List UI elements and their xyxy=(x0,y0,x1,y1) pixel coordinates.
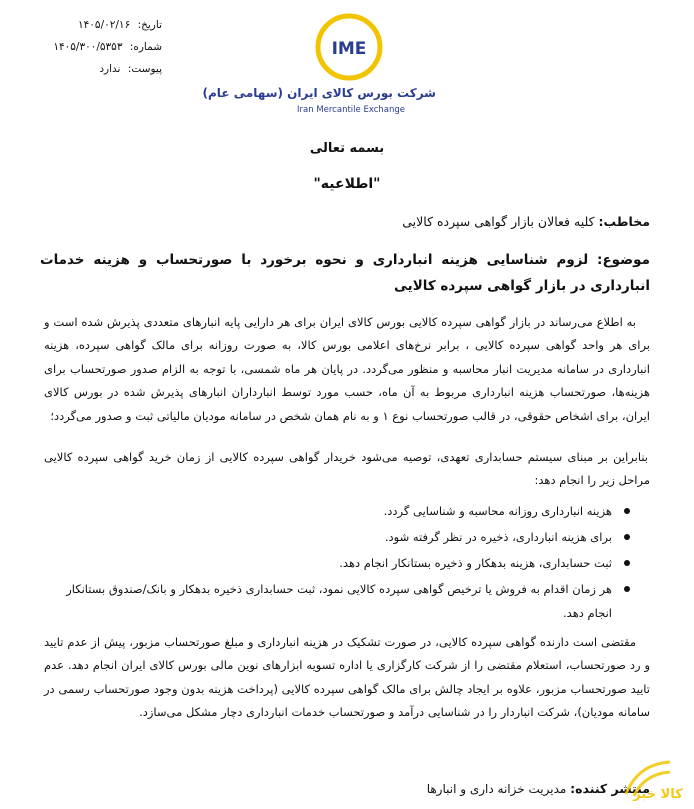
list-item xyxy=(44,499,634,523)
list-item xyxy=(44,577,634,625)
list-item xyxy=(44,525,634,549)
steps-list xyxy=(44,499,634,627)
company-logo xyxy=(202,6,436,120)
date-row xyxy=(70,14,162,36)
list-item xyxy=(44,551,634,575)
attachment-label: پیوست: xyxy=(127,63,162,75)
date-value: ۱۴۰۵/۰۲/۱۶ xyxy=(78,19,131,31)
subject-line xyxy=(40,247,650,299)
number-row xyxy=(53,36,162,58)
document-meta xyxy=(53,14,162,80)
number-label: شماره: xyxy=(129,41,162,53)
publisher-label: منتشر کننده: xyxy=(570,781,650,796)
attachment-row xyxy=(70,58,162,80)
subject-label: موضوع: xyxy=(597,252,650,268)
list-item-text: برای هزینه انبارداری، ذخیره در نظر گرفته شود. xyxy=(384,530,612,544)
ime-logo-icon xyxy=(314,12,384,82)
bullet-icon xyxy=(624,508,630,514)
list-item-text: ثبت حسابداری، هزینه بدهکار و ذخیره بستانکار انجام دهد. xyxy=(339,556,612,570)
body-paragraph-1: به اطلاع می‌رساند در بازار گواهی سپرده کالایی بورس کالای ایران برای هر دارایی پایه انبارهای متعددی پذیرش شده است و برای هر واحد گواهی سپرده کالایی ، برابر نرخ‌های اعلامی بورس کالا، به صورت روزانه برای مالک گواهی سپرده، هزینه انبارداری در سامانه مدیریت انبار محاسبه و منظور می‌گردد. در پایان هر ماه شمسی، با توجه به الزام صدور صورتحساب برای هزینه‌ها، صورتحساب هزینه انبارداری مربوط به آن ماه، حسب مورد توسط انبارداران انبارهای پذیرش شده در بورس کالای ایران، برای اشخاص حقوقی، در قالب صورتحساب نوع ۱ و به نام همان شخص در سامانه مودیان مالیاتی ثبت و صدور می‌گردد؛ xyxy=(44,315,650,423)
bullet-icon xyxy=(624,534,630,540)
notice-heading: "اطلاعیه" xyxy=(313,176,381,192)
addressee-value: کلیه فعالان بازار گواهی سپرده کالایی xyxy=(402,214,595,229)
watermark-text: کالا خبر xyxy=(633,787,683,802)
bullet-icon xyxy=(624,586,630,592)
attachment-value: ندارد xyxy=(99,63,121,75)
number-value: ۱۴۰۵/۳۰۰/۵۳۵۳ xyxy=(53,41,123,53)
logo-mark-text: IME xyxy=(331,39,367,59)
besmellah: بسمه تعالی xyxy=(309,141,385,156)
addressee-label: مخاطب: xyxy=(598,214,650,229)
company-name-en: Iran Mercantile Exchange xyxy=(297,105,405,115)
body-paragraph-3: مقتضی است دارنده گواهی سپرده کالایی، در صورت تشکیک در هزینه انبارداری و مبلغ صورتحساب مزبور، پیش از عدم تایید و رد صورتحساب، استعلام مقتضی را از شرکت کارگزاری یا اداره تسویه ابزارهای نوین مالی بورس کالای ایران انجام دهد. عدم تایید صورتحساب مزبور، علاوه بر ایجاد چالش برای مالک گواهی سپرده کالایی (پرداخت هزینه بدون وجود صورتحساب رسمی در سامانه مودیان)، شرکت انباردار را در شناسایی درآمد و صورتحساب خدمات انبارداری دچار مشکل می‌سازد. xyxy=(44,635,650,720)
list-item-text: هزینه انبارداری روزانه محاسبه و شناسایی گردد. xyxy=(383,504,612,518)
publisher-value: مدیریت خزانه داری و انبارها xyxy=(426,782,567,796)
kalakhabar-watermark-icon xyxy=(618,754,688,804)
bullet-icon xyxy=(624,560,630,566)
subject-value: لزوم شناسایی هزینه انبارداری و نحوه برخورد با صورتحساب و هزینه خدمات انبارداری در بازار گواهی سپرده کالایی xyxy=(40,252,650,294)
list-item-text: هر زمان اقدام به فروش یا ترخیص گواهی سپرده کالایی نمود، ثبت حسابداری ذخیره بدهکار و بانک/صندوق بستانکار انجام دهد. xyxy=(66,582,612,620)
addressee-line xyxy=(40,214,650,229)
company-name-fa: شرکت بورس کالای ایران (سهامی عام) xyxy=(202,86,436,100)
body-paragraph-2: بنابراین بر مبنای سیستم حسابداری تعهدی، توصیه می‌شود خریدار گواهی سپرده کالایی از زمان خرید گواهی سپرده کالایی مراحل زیر را انجام دهد: xyxy=(44,450,650,488)
date-label: تاریخ: xyxy=(137,19,162,31)
publisher-line xyxy=(50,781,650,796)
